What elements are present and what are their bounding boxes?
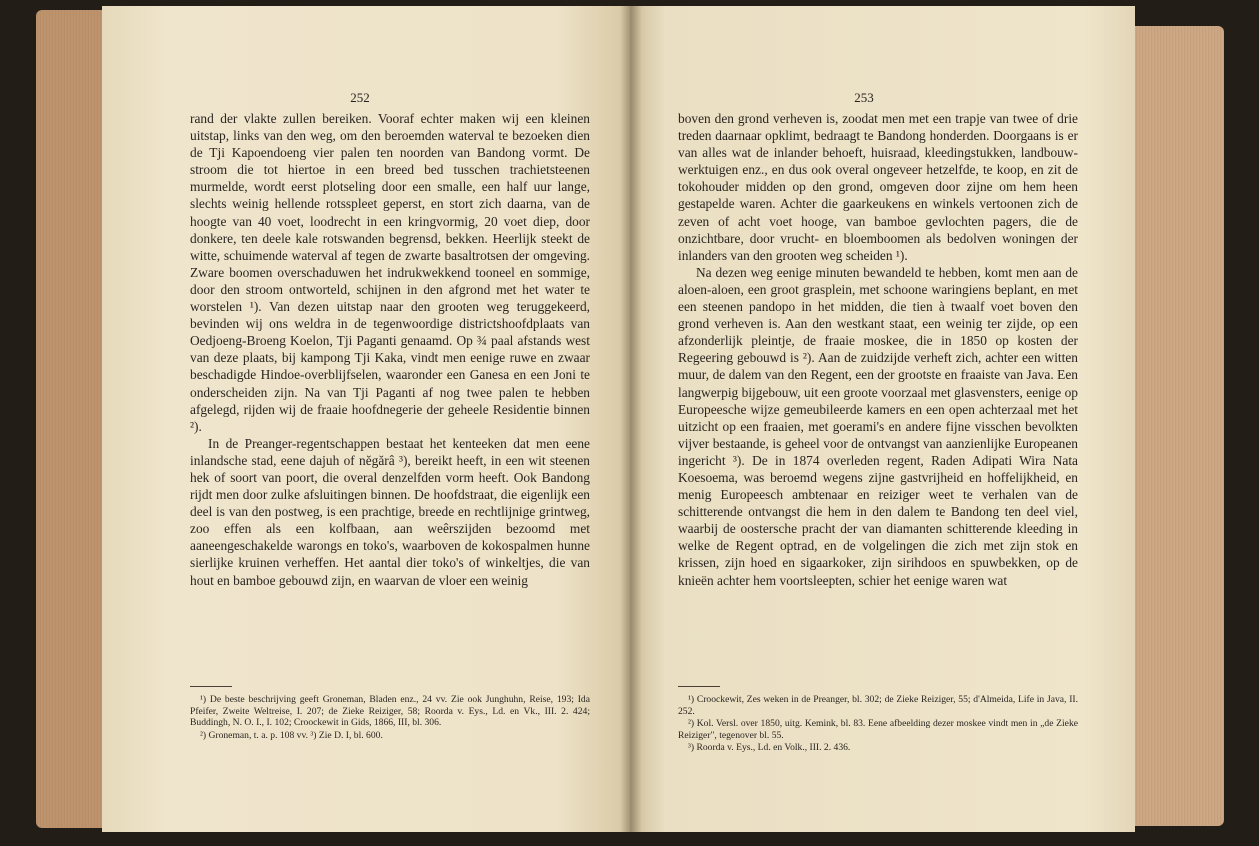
footnote: ²) Groneman, t. a. p. 108 vv. ³) Zie D. I, bl. 600. (200, 729, 383, 741)
paragraph: rand der vlakte zullen bereiken. Vooraf echter maken wij een kleinen uitstap, links van den weg, om den beroemden waterval te bezoeken dien de Tji Kapoendoeng vier palen ten noorden van Bandong vormt. De stroom die tot hiertoe in een breed bed tusschen trachietsteenen murmelde, wordt eerst plotseling door een smalle, een half uur lange, slechts weinig hellende rotsspleet geperst, en stort zich daarna, van de hoogte van 40 voet, loodrecht in een kringvormig, 20 voet diep, door donkere, ten deele kale rotswanden begrensd, bekken. Heerlijk steekt de witte, schuimende waterval af tegen de zwarte basaltrotsen der omgeving. Zware boomen overschaduwen het indrukwekkend tooneel en sommige, door den stroom ontworteld, schijnen in den afgrond met het water te worstelen ¹). Van dezen uitstap naar den grooten weg teruggekeerd, bevinden wij ons weldra in de tegenwoordige districtshoofdplaats van Oedjoeng-Broeng Koelon, Tji Paganti genaamd. Op ¾ paal afstands west van deze plaats, bij kampong Tji Kaka, vindt men eenige ruwe en zwaar beschadigde Hindoe-overblijfselen, waaronder een Ganesa en een Joni te onderscheiden zijn. Na van Tji Paganti af nog twee palen te hebben afgelegd, rijden wij de fraaie hoofdnegerie der geheele Residentie binnen ²). (190, 111, 590, 434)
right-page (630, 6, 1135, 832)
page-edges-right (1132, 26, 1224, 826)
open-book (36, 6, 1224, 838)
left-page (102, 6, 630, 832)
footnote: ²) Kol. Versl. over 1850, uitg. Kemink, bl. 83. Eene afbeelding dezer moskee vindt men in „de Zieke Reiziger", tegenover bl. 55. (678, 718, 1078, 741)
page-body (678, 110, 1078, 589)
page-number: 252 (350, 90, 370, 105)
footnotes (678, 694, 1078, 755)
footnote-rule (190, 686, 232, 687)
page-edges-left (36, 10, 110, 828)
page-number: 253 (854, 90, 874, 105)
footnotes (190, 694, 590, 742)
footnote: ¹) De beste beschrijving geeft Groneman, Bladen enz., 24 vv. Zie ook Junghuhn, Reise, 193; Ida Pfeifer, Zweite Weltreise, I. 207; de Zieke Reiziger, 58; Roorda v. Eys., Ld. en Vk., III. 2. 424; Buddingh, N. O. I., I. 102; Croockewit in Gids, 1866, III, bl. 306. (190, 694, 590, 729)
footnote: ¹) Croockewit, Zes weken in de Preanger, bl. 302; de Zieke Reiziger, 55; d'Almeida, Life in Java, II. 252. (678, 694, 1078, 717)
footnote: ³) Roorda v. Eys., Ld. en Volk., III. 2. 436. (688, 742, 851, 754)
paragraph: Na dezen weg eenige minuten bewandeld te hebben, komt men aan de aloen-aloen, een groot grasplein, met schoone waringiens beplant, en met een steenen pandopo in het midden, die tien à twaalf voet boven den grond verheven is. Aan den westkant staat, een weinig ter zijde, op een afzonderlijk pleintje, de fraaie moskee, die in 1850 op kosten der Regeering gebouwd is ²). Aan de zuidzijde verheft zich, achter een witten muur, de dalem van den Regent, een der grootste en fraaiste van Java. Een langwerpig bijgebouw, uit een groote voorzaal met glasvensters, eenige op Europeesche wijze gemeubileerde kamers en een open achterzaal met het uitzicht op een fraaien, met goerami's en andere fijne visschen bevolkten vijver bestaande, is geheel voor de ontvangst van aanzienlijke Europeanen ingericht ³). De in 1874 overleden regent, Raden Adipati Wira Nata Koesoema, was beroemd wegens zijne gastvrijheid en hoffelijkheid, en menig Europeesch ambtenaar en reiziger weet te verhalen van de schitterende ontvangst die hem in den dalem te Bandong ten deel viel, waarbij de oostersche pracht der van diamanten schitterende kleeding in welke de Regent optrad, en de volgelingen die zich met zijn stok en krissen, zijn hoed en sigaarkoker, zijn sirihdoos en spuwbekken, op de knieën achter hem voortsleepten, schier het eenige waren wat (678, 264, 1078, 588)
book-gutter (620, 6, 642, 832)
footnote-rule (678, 686, 720, 687)
paragraph: boven den grond verheven is, zoodat men met een trapje van twee of drie treden daarnaar opklimt, bedraagt te Bandong honderden. Doorgaans is er van alles wat de inlander behoeft, huisraad, kleedingstukken, landbouw-werktuigen enz., en dus ook overal ongeveer hetzelfde, te koop, en zit de tokohouder midden op den grond, omgeven door zijne om hem heen gestapelde waren. Achter die gaarkeukens en winkels vertoonen zich de zeven of acht voet hooge, van bamboe gevlochten pagers, die de onzichtbare, door vrucht- en bloemboomen als bedolven woningen der inlanders van den grooten weg scheiden ¹). (678, 111, 1078, 263)
page-body (190, 110, 590, 589)
paragraph: In de Preanger-regentschappen bestaat het kenteeken dat men eene inlandsche stad, eene dajuh of nĕgărâ ³), bereikt heeft, in een wit steenen hek of soort van poort, die overal denzelfden vorm heeft. Ook Bandong rijdt men door zulke afsluitingen binnen. De hoofdstraat, die eigenlijk een deel is van den postweg, is een prachtige, breede en rechtlijnige grintweg, zoo effen als een kolfbaan, aan weêrszijden bezoomd met aaneengeschakelde warongs en toko's, waarboven de kokospalmen hunne sierlijke kruinen verheffen. Het aantal dier toko's of winkeltjes, die van hout en bamboe gebouwd zijn, en waarvan de vloer een weinig (190, 435, 590, 588)
